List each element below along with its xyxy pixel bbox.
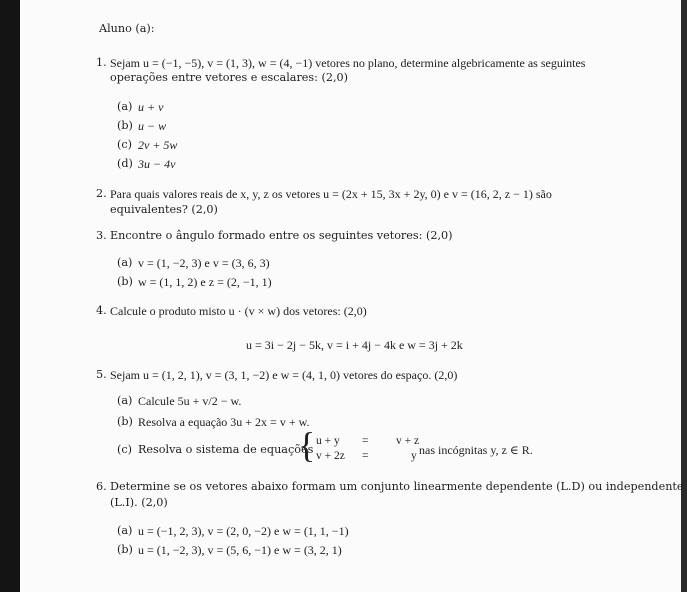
system-row2-rhs: y [411,450,417,462]
system-row2-lhs: v + 2z [316,450,345,462]
q5-item-a-label: (a) [117,394,133,407]
q4-display-equation: u = 3i − 2j − 5k, v = i + 4j − 4k e w = 3j + 2k [246,338,463,352]
q1-item-a-expr: u + v [138,100,164,114]
q3-item-b-label: (b) [117,275,133,288]
q5-item-c-label: (c) [117,443,132,456]
system-suffix: nas incógnitas y, z ∈ R. [419,443,533,457]
q2-text-line1: Para quais valores reais de x, y, z os vetores u = (2x + 15, 3x + 2y, 0) e v = (16, 2, z − 1) são [110,187,552,201]
system-row1-eq: = [362,435,369,447]
q6-text-line2: (L.I). (2,0) [110,496,168,509]
q1-item-d-expr: 3u − 4v [138,157,176,171]
q3-item-b-expr: w = (1, 1, 2) e z = (2, −1, 1) [138,275,272,289]
q5-item-a-expr: Calcule 5u + v/2 − w. [138,394,242,408]
q4-text-line1: Calcule o produto misto u · (v × w) dos vetores: (2,0) [110,304,367,318]
q5-text-line1: Sejam u = (1, 2, 1), v = (3, 1, −2) e w = (4, 1, 0) vetores do espaço. (2,0) [110,368,458,382]
q6-item-b-expr: u = (1, −2, 3), v = (5, 6, −1) e w = (3, 2, 1) [138,543,342,557]
system-row1-rhs: v + z [396,435,420,447]
q2-text-line2: equivalentes? (2,0) [110,203,218,216]
q1-item-a-label: (a) [117,100,133,113]
q6-item-b-label: (b) [117,543,133,556]
q6-item-a-expr: u = (−1, 2, 3), v = (2, 0, −2) e w = (1, 1, −1) [138,524,349,538]
q2-number: 2. [96,187,107,200]
q5-number: 5. [96,368,107,381]
q1-item-c-label: (c) [117,138,132,151]
q1-item-b-expr: u − w [138,119,167,133]
q1-text-line1: Sejam u = (−1, −5), v = (1, 3), w = (4, −1) vetores no plano, determine algebricamente as seguintes [110,56,586,70]
q3-item-a-label: (a) [117,256,133,269]
system-left-brace: { [298,425,316,465]
equation-system [316,435,426,465]
q1-item-d-label: (d) [117,157,133,170]
q1-item-c-expr: 2v + 5w [138,138,178,152]
q1-number: 1. [96,56,107,69]
system-row1-lhs: u + y [316,435,340,447]
q1-item-b-label: (b) [117,119,133,132]
q5-item-c-expr: Resolva o sistema de equações [138,443,314,456]
student-label: Aluno (a): [99,22,155,35]
q5-item-b-expr: Resolva a equação 3u + 2x = v + w. [138,415,310,429]
q6-item-a-label: (a) [117,524,133,537]
q3-item-a-expr: v = (1, −2, 3) e v = (3, 6, 3) [138,256,270,270]
q4-number: 4. [96,304,107,317]
q6-text-line1: Determine se os vetores abaixo formam um conjunto linearmente dependente (L.D) ou independente [110,480,684,493]
scan-right-edge [681,0,687,592]
q3-number: 3. [96,229,107,242]
q3-text-line1: Encontre o ângulo formado entre os seguintes vetores: (2,0) [110,229,453,242]
q5-item-b-label: (b) [117,415,133,428]
system-row2-eq: = [362,450,369,462]
exam-page [20,0,684,592]
scan-left-edge [0,0,20,592]
q6-number: 6. [96,480,107,493]
q1-text-line2: operações entre vetores e escalares: (2,0) [110,71,349,84]
